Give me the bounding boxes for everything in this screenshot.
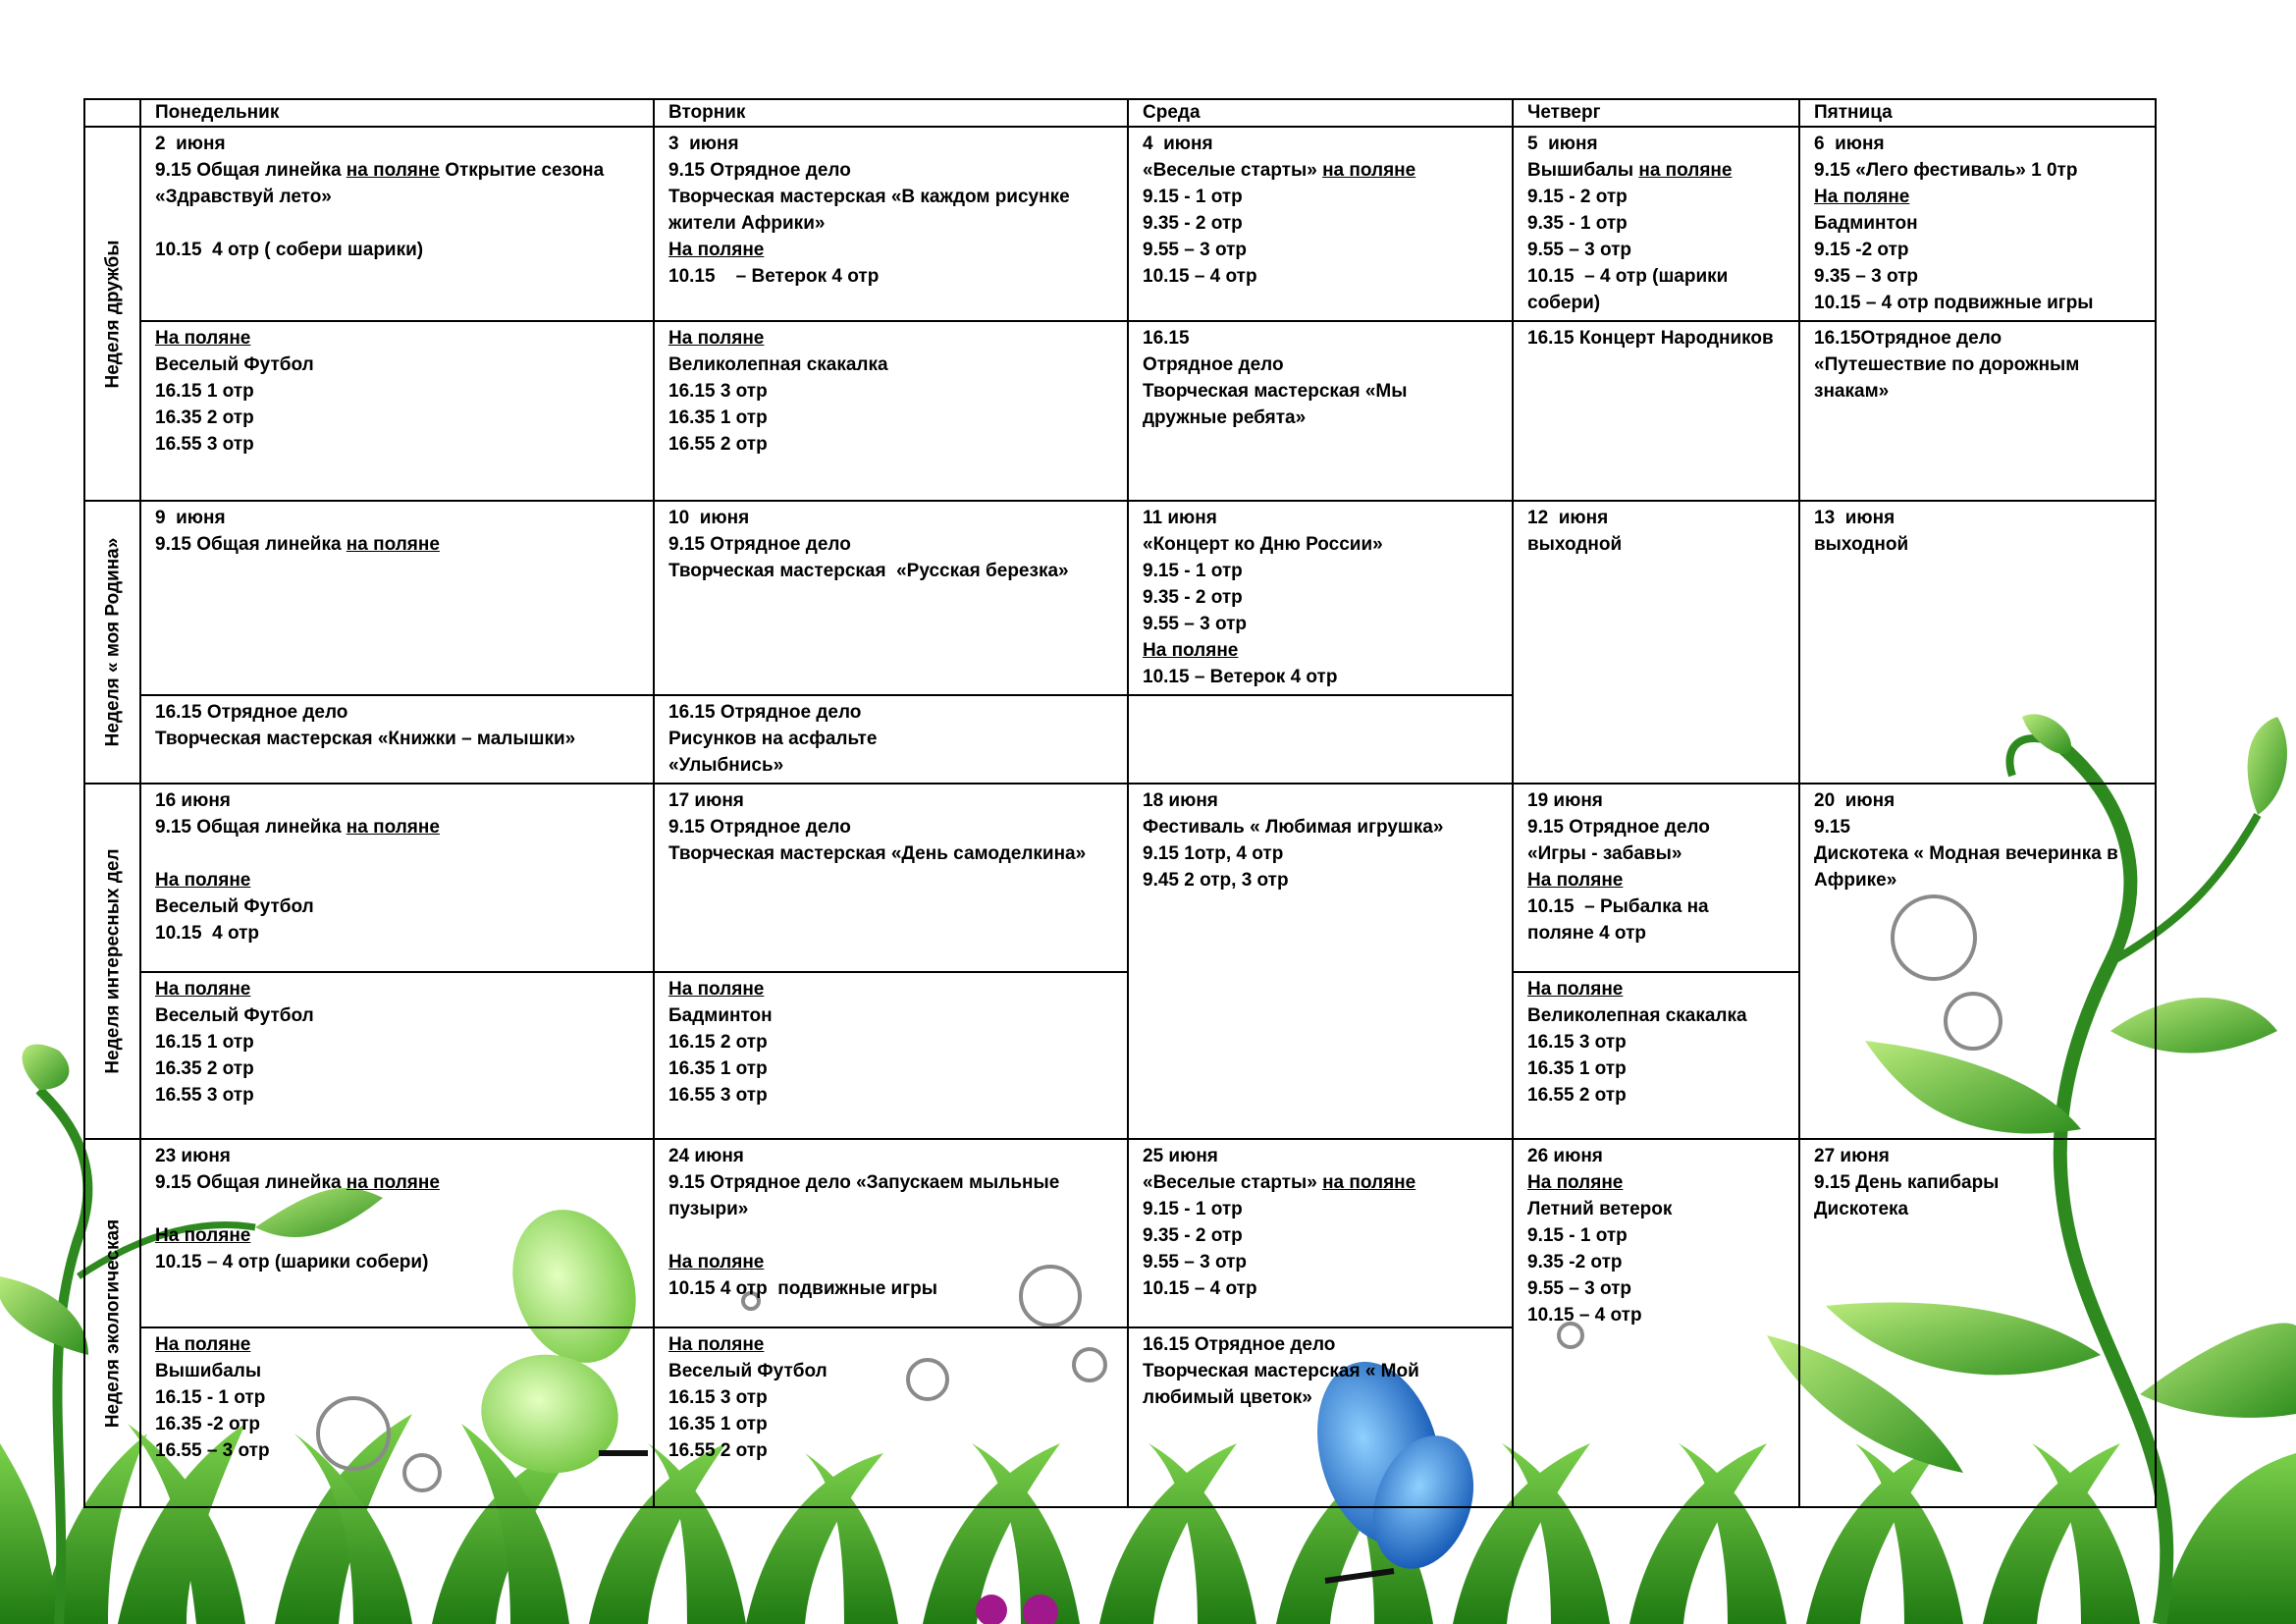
cell-line: 18 июня — [1143, 790, 1218, 811]
cell-line: 9.15 Отрядное дело — [668, 160, 851, 181]
underlined-text: На поляне — [155, 1334, 251, 1355]
week-2-morning-row — [84, 501, 2156, 695]
cell-line: 10.15 4 отр ( собери шарики) — [155, 240, 424, 260]
cell-line: 16.55 3 отр — [155, 1085, 254, 1106]
cell-line: 9.15 Отрядное дело — [1527, 817, 1710, 838]
cell-line: 2 июня — [155, 134, 226, 154]
cell-line: 10.15 4 отр — [155, 923, 259, 944]
cell-line: 3 июня — [668, 134, 739, 154]
schedule-cell — [140, 972, 654, 1139]
cell-line: Веселый Футбол — [668, 1361, 828, 1381]
cell-line: «Улыбнись» — [668, 755, 784, 776]
cell-line: 16.15 3 отр — [668, 1387, 768, 1408]
underlined-text: на поляне — [346, 160, 440, 181]
cell-line: «Здравствуй лето» — [155, 187, 332, 207]
week-label: Неделя экологическая — [102, 1218, 123, 1428]
schedule-cell — [1513, 321, 1799, 501]
schedule-cell — [1128, 127, 1513, 321]
cell-line: 9.15 Общая линейка на поляне Открытие сезона — [155, 160, 605, 181]
cell-line: 16.15 3 отр — [668, 381, 768, 402]
schedule-cell — [654, 321, 1128, 501]
cell-line: выходной — [1527, 534, 1623, 555]
cell-line — [1527, 976, 1785, 1002]
cell-line: 9.15 - 1 отр — [1527, 1225, 1628, 1246]
cell-line: 6 июня — [1814, 134, 1885, 154]
week-label: Неделя « моя Родина» — [102, 537, 123, 747]
cell-line: «Концерт ко Дню России» — [1143, 534, 1383, 555]
schedule-cell — [1128, 1139, 1513, 1327]
cell-line: 16.15 1 отр — [155, 1032, 254, 1053]
cell-line: 9.55 – 3 отр — [1143, 614, 1247, 634]
cell-line: 16.35 2 отр — [155, 407, 254, 428]
cell-line: 9.15 День капибары — [1814, 1172, 2000, 1193]
cell-line: 9.55 – 3 отр — [1143, 1252, 1247, 1272]
schedule-cell — [1799, 321, 2156, 501]
schedule-cell — [140, 1327, 654, 1507]
schedule-cell — [654, 784, 1128, 972]
cell-line: 16.15Отрядное дело — [1814, 328, 2002, 349]
week-label-cell — [84, 501, 140, 784]
underlined-text: На поляне — [1527, 1172, 1624, 1193]
schedule-cell — [1513, 1139, 1799, 1507]
cell-line: 10 июня — [668, 508, 750, 528]
underlined-text: На поляне — [668, 979, 765, 1000]
underlined-text: На поляне — [668, 1334, 765, 1355]
cell-line: 9.35 - 2 отр — [1143, 1225, 1243, 1246]
cell-line: 9.35 -2 отр — [1527, 1252, 1623, 1272]
cell-line: 16.35 2 отр — [155, 1058, 254, 1079]
underlined-text: На поляне — [668, 328, 765, 349]
cell-line: жители Африки» — [668, 213, 826, 234]
week-1-morning-row — [84, 127, 2156, 321]
cell-line — [155, 1331, 639, 1358]
underlined-text: на поляне — [1638, 160, 1733, 181]
cell-line: 16.15 Отрядное дело — [668, 702, 862, 723]
cell-line: 9.15 Общая линейка на поляне — [155, 534, 440, 555]
schedule-cell — [1513, 784, 1799, 972]
cell-line: 10.15 – 4 отр — [1527, 1305, 1642, 1326]
cell-line: Веселый Футбол — [155, 1005, 314, 1026]
cell-line: 12 июня — [1527, 508, 1609, 528]
cell-line: 26 июня — [1527, 1146, 1603, 1166]
cell-line: 9.15 1отр, 4 отр — [1143, 843, 1284, 864]
cell-line: 16.55 – 3 отр — [155, 1440, 270, 1461]
schedule-cell — [1513, 501, 1799, 784]
cell-line — [668, 976, 1113, 1002]
cell-line: Рисунков на асфальте — [668, 729, 878, 749]
cell-line: 10.15 – 4 отр — [1143, 266, 1257, 287]
cell-line: 16.15 - 1 отр — [155, 1387, 266, 1408]
cell-line — [1527, 1169, 1785, 1196]
cell-line: Африке» — [1814, 870, 1897, 891]
cell-line: Вышибалы — [155, 1361, 262, 1381]
underlined-text: На поляне — [668, 240, 765, 260]
schedule-cell — [654, 1327, 1128, 1507]
cell-line: 9.45 2 отр, 3 отр — [1143, 870, 1289, 891]
underlined-text: На поляне — [155, 870, 251, 891]
cell-line: 9.55 – 3 отр — [1527, 1278, 1631, 1299]
week-label-cell — [84, 784, 140, 1139]
cell-line: 16.15 — [1143, 328, 1190, 349]
schedule-cell — [140, 784, 654, 972]
cell-line: 10.15 – Ветерок 4 отр — [1143, 667, 1338, 687]
cell-line: 24 июня — [668, 1146, 744, 1166]
schedule-cell — [654, 1139, 1128, 1327]
cell-line: поляне 4 отр — [1527, 923, 1646, 944]
schedule-cell — [1128, 501, 1513, 695]
cell-line: 16.15 Концерт Народников — [1527, 328, 1774, 349]
cell-line: 20 июня — [1814, 790, 1896, 811]
schedule-cell — [140, 1139, 654, 1327]
cell-line — [155, 840, 639, 867]
cell-line: «Веселые старты» на поляне — [1143, 160, 1416, 181]
cell-line: 27 июня — [1814, 1146, 1890, 1166]
schedule-cell — [654, 127, 1128, 321]
cell-line: Фестиваль « Любимая игрушка» — [1143, 817, 1444, 838]
underlined-text: На поляне — [155, 328, 251, 349]
cell-line: 16.55 3 отр — [155, 434, 254, 455]
cell-line: 17 июня — [668, 790, 744, 811]
schedule-cell — [654, 501, 1128, 695]
cell-line — [1527, 867, 1785, 893]
underlined-text: На поляне — [155, 1225, 251, 1246]
cell-line: 9.15 — [1814, 817, 1850, 838]
schedule-cell — [1128, 784, 1513, 1139]
cell-line: 9.15 Отрядное дело «Запускаем мыльные — [668, 1172, 1060, 1193]
cell-line: собери) — [1527, 293, 1601, 313]
cell-line — [155, 867, 639, 893]
schedule-cell — [140, 695, 654, 784]
cell-line: Великолепная скакалка — [1527, 1005, 1747, 1026]
cell-line: 9.15 Отрядное дело — [668, 817, 851, 838]
schedule-cell — [1799, 501, 2156, 784]
cell-line: 16 июня — [155, 790, 231, 811]
cell-line: любимый цветок» — [1143, 1387, 1312, 1408]
cell-line: 9.15 Общая линейка на поляне — [155, 1172, 440, 1193]
week-label-cell — [84, 127, 140, 501]
cell-line: 16.15 Отрядное дело — [1143, 1334, 1336, 1355]
cell-line — [668, 1222, 1113, 1249]
cell-line: выходной — [1814, 534, 1909, 555]
cell-line: Вышибалы на поляне — [1527, 160, 1733, 181]
cell-line — [155, 976, 639, 1002]
week-label-cell — [84, 1139, 140, 1507]
cell-line: 9 июня — [155, 508, 226, 528]
cell-line: 19 июня — [1527, 790, 1603, 811]
week-label: Неделя дружбы — [102, 240, 123, 388]
schedule-cell — [1128, 1327, 1513, 1507]
cell-line: Дискотека « Модная вечеринка в — [1814, 843, 2118, 864]
cell-line: 25 июня — [1143, 1146, 1218, 1166]
week-4-morning-row — [84, 1139, 2156, 1327]
underlined-text: На поляне — [1143, 640, 1239, 661]
cell-line: 9.15 - 1 отр — [1143, 187, 1243, 207]
cell-line: «Веселые старты» на поляне — [1143, 1172, 1416, 1193]
underlined-text: на поляне — [346, 1172, 440, 1193]
underlined-text: на поляне — [1322, 1172, 1416, 1193]
cell-line: 16.15 3 отр — [1527, 1032, 1627, 1053]
cell-line: 9.35 – 3 отр — [1814, 266, 1918, 287]
week-3-morning-row — [84, 784, 2156, 972]
cell-line: Дискотека — [1814, 1199, 1909, 1219]
flower-decoration — [976, 1595, 1058, 1624]
cell-line: 9.55 – 3 отр — [1143, 240, 1247, 260]
cell-line: 10.15 – 4 отр — [1143, 1278, 1257, 1299]
cell-line: 10.15 – 4 отр (шарики — [1527, 266, 1729, 287]
underlined-text: На поляне — [1814, 187, 1910, 207]
cell-line — [668, 325, 1113, 352]
cell-line: Творческая мастерская «В каждом рисунке — [668, 187, 1070, 207]
cell-line — [1143, 637, 1498, 664]
cell-line: 9.15 Общая линейка на поляне — [155, 817, 440, 838]
schedule-cell — [1513, 127, 1799, 321]
cell-line: 16.55 3 отр — [668, 1085, 768, 1106]
underlined-text: На поляне — [668, 1252, 765, 1272]
cell-line: 13 июня — [1814, 508, 1896, 528]
cell-line: «Игры - забавы» — [1527, 843, 1682, 864]
cell-line: 16.15 2 отр — [668, 1032, 768, 1053]
cell-line: 9.15 - 2 отр — [1527, 187, 1628, 207]
underlined-text: На поляне — [155, 979, 251, 1000]
cell-line: 9.15 «Лего фестиваль» 1 0тр — [1814, 160, 2078, 181]
schedule-cell — [654, 695, 1128, 784]
cell-line: Бадминтон — [1814, 213, 1918, 234]
underlined-text: на поляне — [346, 534, 440, 555]
cell-line: 10.15 – 4 отр (шарики собери) — [155, 1252, 429, 1272]
schedule-cell — [1799, 1139, 2156, 1507]
cell-line: Бадминтон — [668, 1005, 773, 1026]
schedule-cell — [654, 972, 1128, 1139]
corner-cell — [84, 99, 140, 127]
cell-line: 9.35 - 2 отр — [1143, 213, 1243, 234]
cell-line — [155, 1196, 639, 1222]
cell-line: Летний ветерок — [1527, 1199, 1673, 1219]
cell-line: 9.35 - 1 отр — [1527, 213, 1628, 234]
cell-line: 16.35 1 отр — [668, 407, 768, 428]
week-label: Неделя интересных дел — [102, 848, 123, 1074]
cell-line — [668, 1249, 1113, 1275]
cell-line — [1814, 184, 2141, 210]
cell-line: Отрядное дело — [1143, 354, 1284, 375]
cell-line: 16.55 2 отр — [1527, 1085, 1627, 1106]
cell-line — [155, 325, 639, 352]
cell-line: Творческая мастерская «Книжки – малышки» — [155, 729, 576, 749]
cell-line — [155, 1222, 639, 1249]
cell-line: Творческая мастерская «День самоделкина» — [668, 843, 1087, 864]
schedule-cell — [1128, 695, 1513, 784]
day-header-thursday: Четверг — [1513, 99, 1799, 127]
cell-line: 23 июня — [155, 1146, 231, 1166]
cell-line: 9.15 - 1 отр — [1143, 1199, 1243, 1219]
cell-line: 9.15 - 1 отр — [1143, 561, 1243, 581]
day-header-friday: Пятница — [1799, 99, 2156, 127]
underlined-text: На поляне — [1527, 979, 1624, 1000]
cell-line: 9.55 – 3 отр — [1527, 240, 1631, 260]
cell-line: 11 июня — [1143, 508, 1217, 528]
cell-line: 5 июня — [1527, 134, 1598, 154]
cell-line — [155, 210, 639, 237]
cell-line: 16.35 1 отр — [1527, 1058, 1627, 1079]
day-header-tuesday: Вторник — [654, 99, 1128, 127]
cell-line: Веселый Футбол — [155, 354, 314, 375]
cell-line: 10.15 4 отр подвижные игры — [668, 1278, 937, 1299]
cell-line: пузыри» — [668, 1199, 749, 1219]
cell-line: Веселый Футбол — [155, 896, 314, 917]
cell-line: 16.35 -2 отр — [155, 1414, 261, 1435]
cell-line: 16.55 2 отр — [668, 434, 768, 455]
cell-line: 16.55 2 отр — [668, 1440, 768, 1461]
underlined-text: на поляне — [1322, 160, 1416, 181]
day-header-monday: Понедельник — [140, 99, 654, 127]
schedule-cell — [1128, 321, 1513, 501]
cell-line — [668, 1331, 1113, 1358]
cell-line: 9.35 - 2 отр — [1143, 587, 1243, 608]
cell-line: Творческая мастерская «Мы — [1143, 381, 1408, 402]
cell-line: 16.35 1 отр — [668, 1058, 768, 1079]
cell-line: 4 июня — [1143, 134, 1213, 154]
cell-line: 16.15 1 отр — [155, 381, 254, 402]
cell-line: 16.35 1 отр — [668, 1414, 768, 1435]
cell-line: Великолепная скакалка — [668, 354, 888, 375]
day-header-wednesday: Среда — [1128, 99, 1513, 127]
schedule-cell — [140, 321, 654, 501]
cell-line: знакам» — [1814, 381, 1890, 402]
schedule-cell — [140, 501, 654, 695]
cell-line: 16.15 Отрядное дело — [155, 702, 348, 723]
underlined-text: на поляне — [346, 817, 440, 838]
cell-line: 10.15 – Рыбалка на — [1527, 896, 1709, 917]
schedule-cell — [1799, 127, 2156, 321]
cell-line: 9.15 Отрядное дело — [668, 534, 851, 555]
week-1-afternoon-row — [84, 321, 2156, 501]
header-row — [84, 99, 2156, 127]
cell-line: 10.15 – 4 отр подвижные игры — [1814, 293, 2094, 313]
underlined-text: На поляне — [1527, 870, 1624, 891]
cell-line: «Путешествие по дорожным — [1814, 354, 2080, 375]
cell-line: Творческая мастерская «Русская березка» — [668, 561, 1069, 581]
schedule-cell — [1799, 784, 2156, 1139]
cell-line — [668, 237, 1113, 263]
cell-line: 9.15 -2 отр — [1814, 240, 1909, 260]
schedule-cell — [140, 127, 654, 321]
cell-line: дружные ребята» — [1143, 407, 1307, 428]
schedule-table — [83, 98, 2157, 1508]
schedule-cell — [1513, 972, 1799, 1139]
cell-line: Творческая мастерская « Мой — [1143, 1361, 1419, 1381]
cell-line: 10.15 – Ветерок 4 отр — [668, 266, 880, 287]
